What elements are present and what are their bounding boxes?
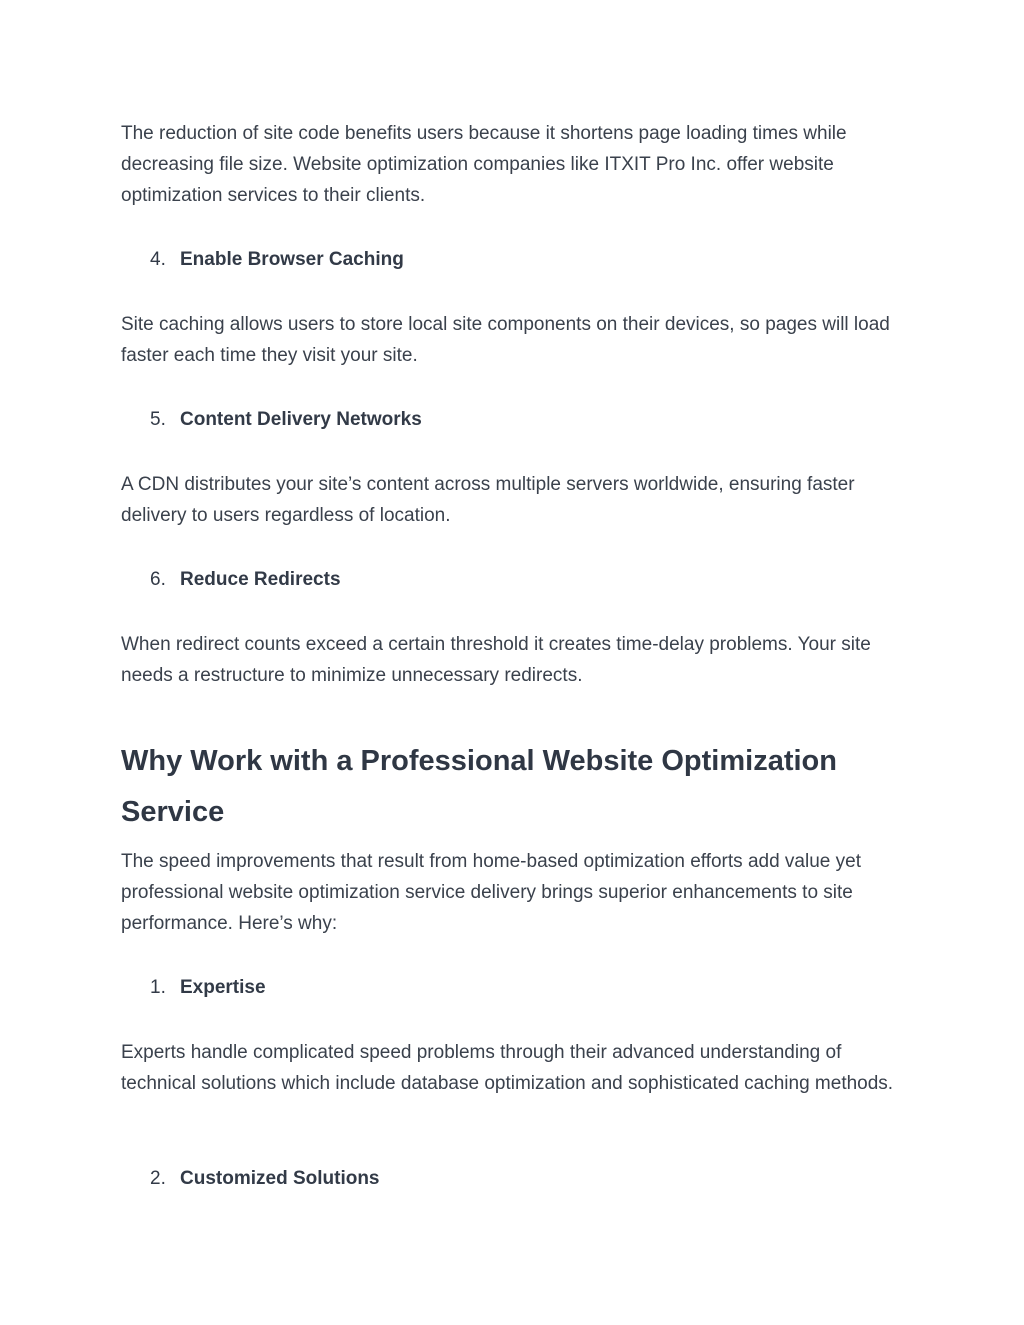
list-number: 1. xyxy=(150,977,166,998)
list-title: Enable Browser Caching xyxy=(180,249,404,270)
expertise-paragraph: Experts handle complicated speed problems through their advanced understanding of technical solutions which include database optimization and sophisticated caching methods. xyxy=(121,1042,894,1094)
list-item-expertise xyxy=(121,972,901,1003)
list-item-reduce-redirects xyxy=(121,564,901,595)
list-number: 4. xyxy=(150,249,166,270)
list-item-customized-solutions xyxy=(121,1163,901,1194)
cdn-paragraph: A CDN distributes your site’s content across multiple servers worldwide, ensuring faster delivery to users regardless of location. xyxy=(121,474,855,526)
list-title: Expertise xyxy=(180,977,266,998)
browser-caching-paragraph: Site caching allows users to store local site components on their devices, so pages will load faster each time they visit your site. xyxy=(121,314,890,366)
list-number: 5. xyxy=(150,409,166,430)
list-item-content-delivery-networks xyxy=(121,404,901,435)
section-heading: Why Work with a Professional Website Optimization Service xyxy=(121,745,837,828)
list-number: 6. xyxy=(150,569,166,590)
list-title: Reduce Redirects xyxy=(180,569,341,590)
section-intro-paragraph: The speed improvements that result from home-based optimization efforts add value yet professional website optimization service delivery brings superior enhancements to site performance. Here’s why: xyxy=(121,851,861,934)
list-number: 2. xyxy=(150,1168,166,1189)
list-title: Content Delivery Networks xyxy=(180,409,422,430)
list-title: Customized Solutions xyxy=(180,1168,380,1189)
intro-paragraph: The reduction of site code benefits users because it shortens page loading times while decreasing file size. Website optimization companies like ITXIT Pro Inc. offer website optimization services to their clients. xyxy=(121,123,847,206)
redirects-paragraph: When redirect counts exceed a certain threshold it creates time-delay problems. Your site needs a restructure to minimize unnecessary redirects. xyxy=(121,634,871,686)
list-item-enable-browser-caching xyxy=(121,244,901,275)
